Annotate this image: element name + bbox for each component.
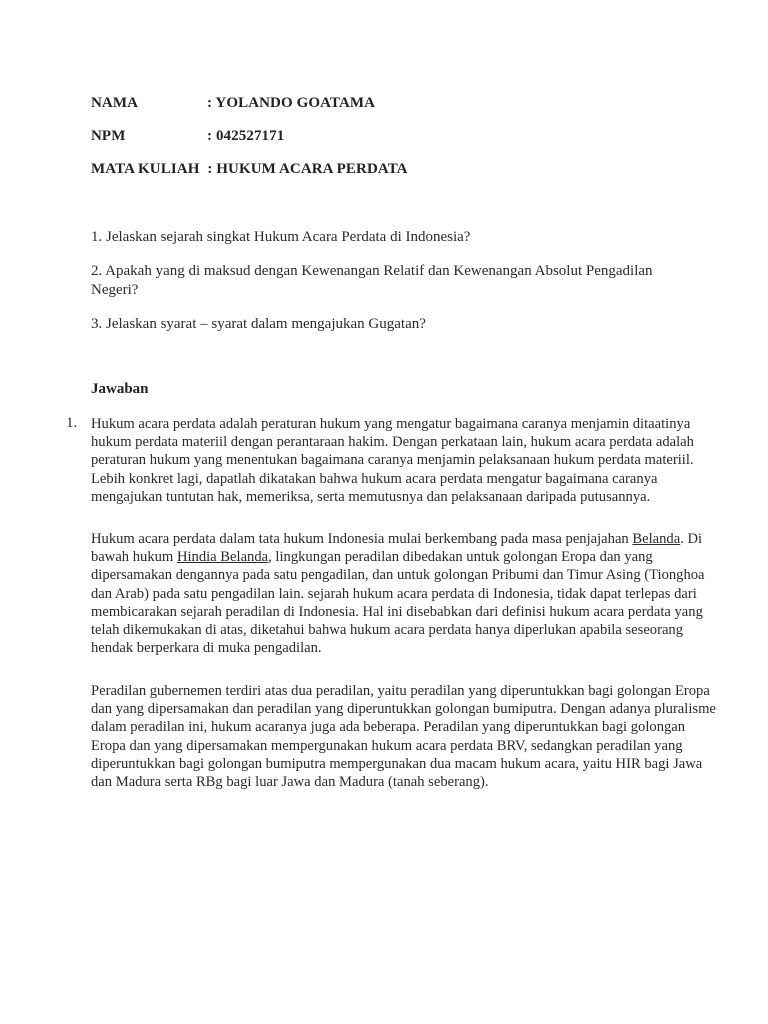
- name-value: : YOLANDO GOATAMA: [207, 95, 376, 111]
- paragraph-1-text: Hukum acara perdata adalah peraturan hukum yang mengatur bagaimana caranya menjamin ditaatinya hukum perdata materiil dengan perantaraan hakim. Dengan perkataan lain, hukum acara perdata adalah peraturan hukum yang menentukan bagaimana caranya menjamin pelaksanaan hukum perdata materiil. Lebih konkret lagi, dapatlah dikatakan bahwa hukum acara perdata mengatur bagaimana caranya mengajukan tuntutan hak, memeriksa, serta memutusnya dan pelaksanaan daripada putusannya.: [91, 416, 694, 505]
- paragraph-3-text: Peradilan gubernemen terdiri atas dua peradilan, yaitu peradilan yang diperuntukkan bagi golongan Eropa dan yang dipersamakan dan peradilan yang diperuntukkan golongan bumiputra. Dengan adanya pluralisme dalam peradilan ini, hukum acaranya juga ada beberapa. Peradilan yang diperuntukkan bagi golongan Eropa dan yang dipersamakan mempergunakan hukum acara perdata BRV, sedangkan peradilan yang diperuntukkan bagi golongan bumiputra mempergunakan dua macam hukum acara, yaitu HIR bagi Jawa dan Madura serta RBg bagi luar Jawa dan Madura (tanah seberang).: [91, 683, 716, 791]
- name-label: NAMA: [91, 95, 139, 111]
- question-2: 2. Apakah yang di maksud dengan Kewenangan Relatif dan Kewenangan Absolut Pengadilan Negeri?: [91, 263, 653, 298]
- answer-paragraph-1: [91, 415, 716, 506]
- paragraph-2-part-b: . Di bawah hukum: [91, 531, 703, 566]
- answer-paragraph-2: [91, 530, 716, 657]
- course-row: [91, 161, 408, 178]
- question-1: 1. Jelaskan sejarah singkat Hukum Acara Perdata di Indonesia?: [91, 229, 471, 245]
- npm-value: : 042527171: [207, 128, 285, 144]
- question-3: 3. Jelaskan syarat – syarat dalam mengajukan Gugatan?: [91, 316, 426, 332]
- npm-label: NPM: [91, 128, 126, 144]
- answer-paragraph-3: [91, 682, 716, 791]
- name-row: [91, 95, 376, 112]
- course-label: MATA KULIAH: [91, 161, 200, 177]
- course-value: : HUKUM ACARA PERDATA: [207, 161, 408, 177]
- paragraph-2-part-a: Hukum acara perdata dalam tata hukum Indonesia mulai berkembang pada masa penjajahan: [91, 531, 633, 547]
- belanda-link[interactable]: Belanda: [632, 531, 681, 547]
- answers-title: Jawaban: [91, 381, 149, 397]
- npm-row: [91, 128, 285, 145]
- paragraph-2-text: [91, 530, 716, 657]
- paragraph-2-part-c: , lingkungan peradilan dibedakan untuk golongan Eropa dan yang dipersamakan dengannya pada satu pengadilan, dan untuk golongan Pribumi dan Timur Asing (Tionghoa dan Arab) pada satu pengadilan lain. sejarah hukum acara perdata di Indonesia, tidak dapat terlepas dari membicarakan sejarah peradilan di Indonesia. Hal ini disebabkan dari definisi hukum acara perdata yang telah dikemukakan di atas, diketahui bahwa hukum acara perdata hanya diperlukan apabila seseorang hendak berperkara di muka pengadilan.: [91, 549, 705, 657]
- answer-number: 1.: [66, 415, 78, 431]
- hindia-belanda-link[interactable]: Hindia Belanda: [176, 549, 269, 566]
